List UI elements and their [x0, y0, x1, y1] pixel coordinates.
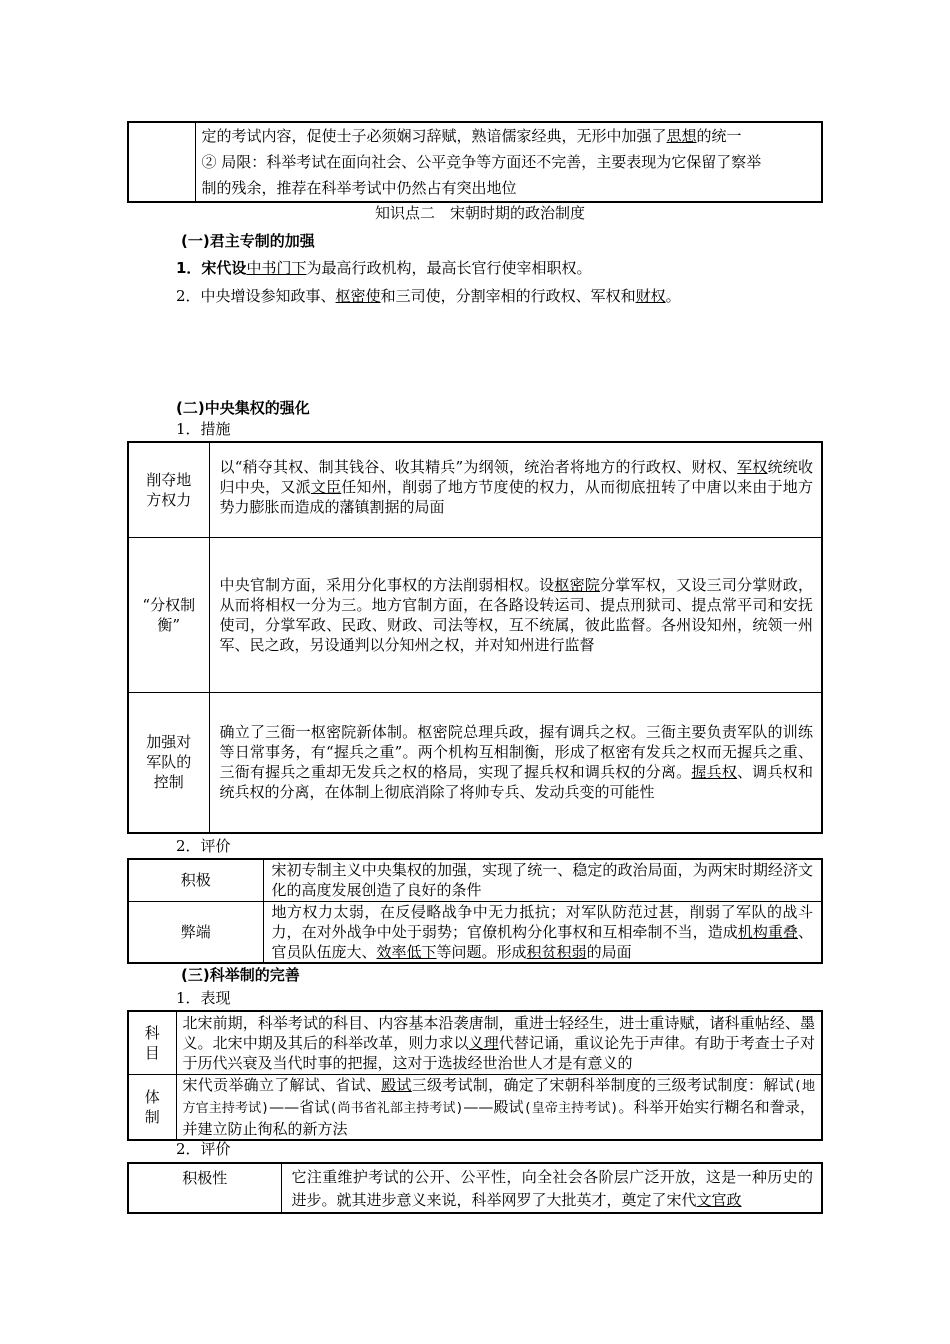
top-empty-cell: [128, 122, 195, 202]
section-title: 知识点二 宋朝时期的政治制度: [375, 204, 586, 222]
eval-label-drawback: 弊端: [128, 901, 263, 963]
keju-label-system: 体制: [128, 1074, 176, 1140]
measure-label-1: 削夺地方权力: [128, 442, 209, 537]
keju-text-subjects: 北宋前期，科举考试的科目、内容基本沿袭唐制，重进士轻经生，进士重诗赋，诸科重帖经、墨义。北宋中期及其后的科举改革，则力求以义理代替记诵，重议论先于声律。有助于考查士子对于历代兴衰及当代时事的把握，这对于选拔经世治世人才是有意义的: [176, 1011, 822, 1074]
keju-eval-text: 它注重维护考试的公开、公平性，向全社会各阶层广泛开放，这是一种历史的进步。就其进步意义来说，科举网罗了大批英才，奠定了宋代文官政: [281, 1163, 822, 1213]
eval-text-drawback: 地方权力太弱，在反侵略战争中无力抵抗；对军队防范过甚，削弱了军队的战斗力，在对外战争中处于弱势；官僚机构分化事权和互相牵制不当，造成机构重叠、官员队伍庞大、效率低下等问题。形成积贫积弱的局面: [263, 901, 822, 963]
keju-eval-table: [127, 1162, 823, 1214]
top-line3: 制的残余，推荐在科举考试中仍然占有突出地位: [201, 179, 517, 197]
measure-label-3: 加强对军队的控制: [128, 692, 209, 833]
eval-label-positive: 积极: [128, 859, 263, 901]
eval-text-positive: 宋初专制主义中央集权的加强，实现了统一、稳定的政治局面，为两宋时期经济文化的高度发展创造了良好的条件: [263, 859, 822, 901]
top-continuation-table: [127, 121, 823, 203]
part3-heading: (三)科举制的完善: [181, 966, 300, 984]
top-line1: 定的考试内容，促使士子必须娴习辞赋，熟谙儒家经典，无形中加强了思想的统一: [201, 127, 742, 145]
measure-label-2: “分权制衡”: [128, 537, 209, 692]
part1-item1: 1．宋代设中书门下为最高行政机构，最高长官行使宰相职权。: [176, 259, 592, 277]
measure-text-2: 中央官制方面，采用分化事权的方法削弱相权。设枢密院分掌军权，又设三司分掌财政，从而将相权一分为三。地方官制方面，在各路设转运司、提点刑狱司、提点常平司和安抚使司，分掌军政、民政、财政、司法等权，互不统属，彼此监督。各州设知州，统领一州军、民之政，另设通判以分知州之权，并对知州进行监督: [209, 537, 822, 692]
part2-heading: (二)中央集权的强化: [176, 399, 310, 417]
keju-label-subjects: 科目: [128, 1011, 176, 1074]
part1-heading: (一)君主专制的加强: [181, 232, 315, 250]
centralization-eval-table: [127, 858, 823, 964]
part3-sub2: 2．评价: [176, 1140, 231, 1158]
part2-sub1: 1．措施: [176, 420, 231, 438]
keju-table: [127, 1010, 823, 1141]
top-line2: ② 局限：科举考试在面向社会、公平竞争等方面还不完善，主要表现为它保留了察举: [201, 153, 762, 171]
measures-table: [127, 441, 823, 834]
measure-text-1: 以“稍夺其权、制其钱谷、收其精兵”为纲领，统治者将地方的行政权、财权、军权统统收归中央，又派文臣任知州，削弱了地方节度使的权力，从而彻底扭转了中唐以来由于地方势力膨胀而造成的藩镇割据的局面: [209, 442, 822, 537]
part3-sub1: 1．表现: [176, 989, 231, 1007]
part2-sub2: 2．评价: [176, 837, 231, 855]
top-text-cell: [195, 122, 822, 202]
measure-text-3: 确立了三衙一枢密院新体制。枢密院总理兵政，握有调兵之权。三衙主要负责军队的训练等日常事务，有“握兵之重”。两个机构互相制衡，形成了枢密有发兵之权而无握兵之重、三衙有握兵之重却无发兵之权的格局，实现了握兵权和调兵权的分离。握兵权、调兵权和统兵权的分离，在体制上彻底消除了将帅专兵、发动兵变的可能性: [209, 692, 822, 833]
keju-text-system: 宋代贡举确立了解试、省试、殿试三级考试制，确定了宋朝科举制度的三级考试制度：解试(地方官主持考试)——省试(尚书省礼部主持考试)——殿试(皇帝主持考试)。科举开始实行糊名和誊录，并建立防止徇私的新方法: [176, 1074, 822, 1140]
part1-item2: 2．中央增设参知政事、枢密使和三司使，分割宰相的行政权、军权和财权。: [176, 287, 681, 305]
keju-eval-label: 积极性: [128, 1163, 281, 1213]
